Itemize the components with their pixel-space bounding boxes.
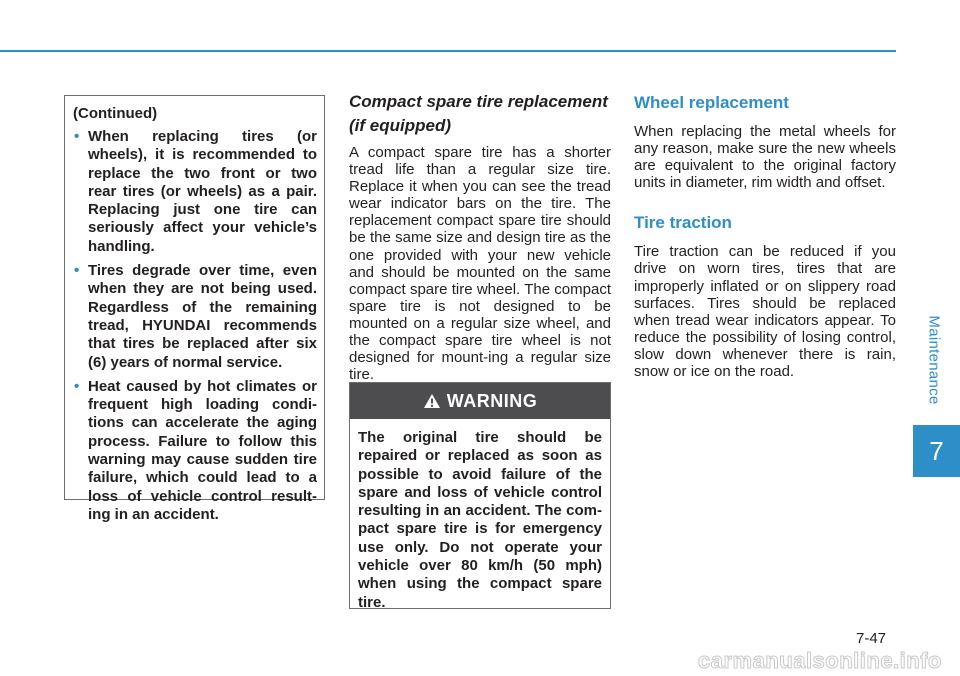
right-column bbox=[634, 92, 896, 401]
bullet-dot-icon: • bbox=[74, 128, 80, 145]
bullet-text: When replacing tires (or wheels), it is recommended to replace the two front or two rear tires (or wheels) as a pair. Replacing just one tire can seriously affect your vehicle’s handling. bbox=[88, 128, 317, 255]
warning-body: The original tire should be repaired or replaced as soon as possible to avoid failure of the spare and loss of vehicle control resulting in an accident. The com-pact spare tire is for emergency use only. Do not operate your vehicle over 80 km/h (50 mph) when using the compact spare tire. bbox=[358, 429, 602, 611]
wheel-replacement-heading: Wheel replacement bbox=[634, 93, 789, 112]
section-label-text: Maintenance bbox=[925, 315, 943, 405]
header-rule bbox=[0, 50, 896, 52]
section-side-label bbox=[908, 290, 960, 430]
compact-spare-section bbox=[349, 90, 611, 383]
bullet-dot-icon: • bbox=[74, 262, 80, 280]
tire-traction-heading: Tire traction bbox=[634, 213, 732, 233]
watermark-text: carmanualsonline.info bbox=[698, 648, 942, 673]
watermark bbox=[0, 646, 960, 676]
warning-triangle-icon bbox=[423, 393, 441, 409]
bullet-item bbox=[73, 128, 317, 256]
page-number: 7-47 bbox=[856, 630, 887, 647]
bullet-text: Tires degrade over time, even when they are not being used. Regardless of the remaining tread, HYUNDAI recommends that tires be replaced after six (6) years of normal service. bbox=[88, 262, 317, 371]
warning-box bbox=[349, 382, 611, 609]
bullet-item bbox=[73, 378, 317, 524]
bullet-dot-icon: • bbox=[74, 377, 80, 395]
tire-traction-body: Tire traction can be reduced if you drive on worn tires, tires that are improperly inflated or on slippery road surfaces. Tires should be replaced when tread wear indicators appear. To reduce the possibility of losing control, slow down whenever there is rain, snow or ice on the road. bbox=[634, 243, 896, 381]
compact-spare-body: A compact spare tire has a shorter tread life than a regular size tire. Replace it when you can see the tread wear indicator bars on the tire. The replacement compact spare tire should be the same size and design tire as the one provided with your new vehicle and should be mounted on the same compact spare tire wheel. The compact spare tire is not designed to be mounted on a regular size wheel, and the compact spare tire wheel is not designed for mount-ing a regular size tire. bbox=[349, 144, 611, 384]
bullet-item bbox=[73, 262, 317, 372]
warning-header bbox=[350, 383, 610, 419]
bullet-text: Heat caused by hot climates or frequent high loading condi-tions can accelerate the aging process. Failure to follow this warning may cause sudden tire failure, which could lead to a loss of vehicle control result-ing in an accident. bbox=[88, 377, 317, 523]
wheel-replacement-body: When replacing the metal wheels for any reason, make sure the new wheels are equivalent to the original factory units in diameter, rim width and offset. bbox=[634, 123, 896, 192]
compact-spare-heading: Compact spare tire replacement (if equipped) bbox=[349, 92, 608, 135]
warning-label: WARNING bbox=[446, 390, 538, 411]
continued-heading: (Continued) bbox=[73, 105, 158, 122]
chapter-tab: 7 bbox=[913, 425, 960, 477]
continued-caution-box bbox=[64, 95, 325, 523]
